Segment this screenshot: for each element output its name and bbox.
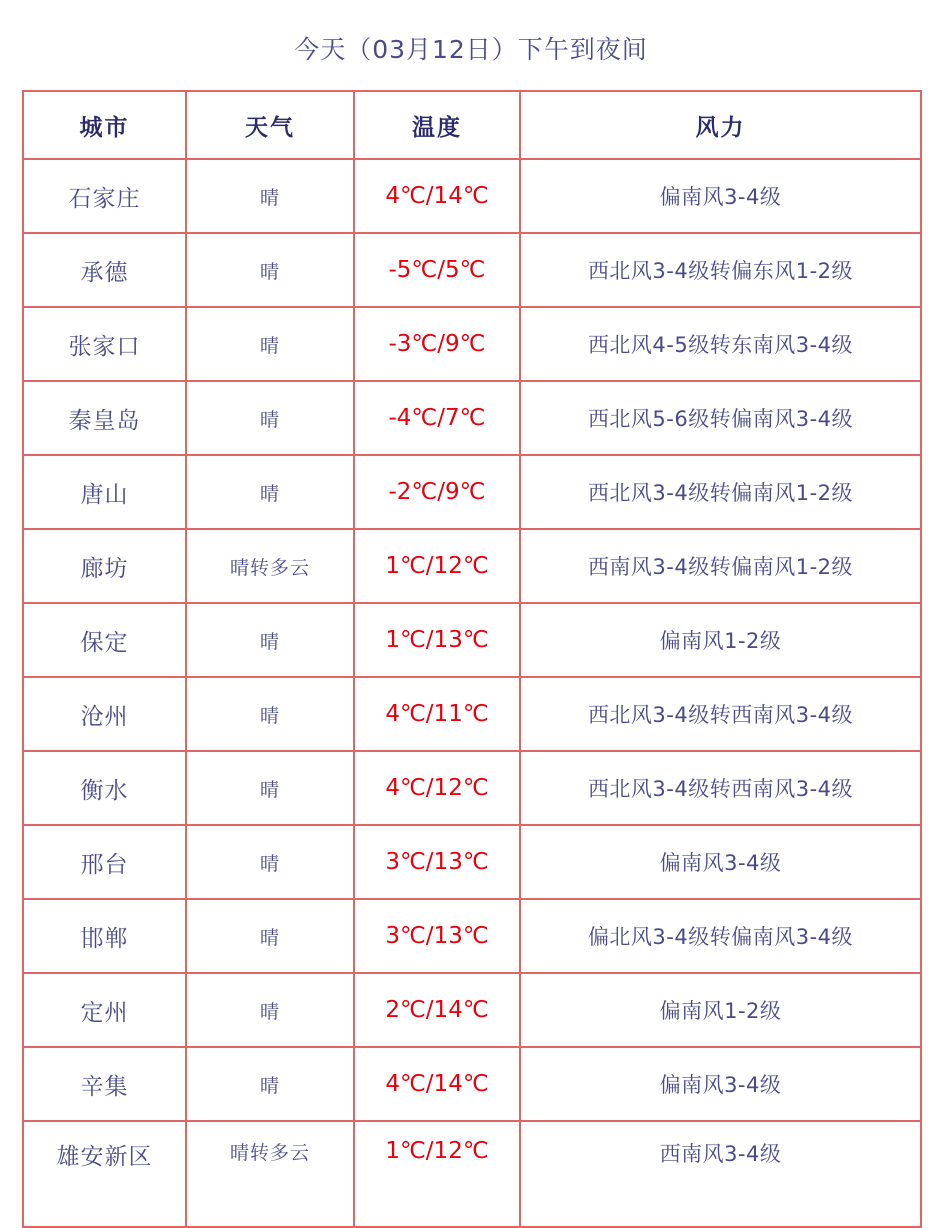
table-row bbox=[23, 455, 921, 529]
cell-city: 张家口 bbox=[23, 307, 186, 381]
cell-temperature: 1℃/12℃ bbox=[354, 1121, 520, 1227]
cell-temperature: -2℃/9℃ bbox=[354, 455, 520, 529]
cell-wind: 偏南风1-2级 bbox=[520, 973, 921, 1047]
table-row bbox=[23, 307, 921, 381]
cell-wind: 偏南风1-2级 bbox=[520, 603, 921, 677]
cell-temperature: 3℃/13℃ bbox=[354, 825, 520, 899]
cell-wind: 西北风5-6级转偏南风3-4级 bbox=[520, 381, 921, 455]
cell-temperature: 1℃/12℃ bbox=[354, 529, 520, 603]
table-row bbox=[23, 973, 921, 1047]
cell-temperature: 1℃/13℃ bbox=[354, 603, 520, 677]
cell-weather: 晴 bbox=[186, 1047, 354, 1121]
table-row bbox=[23, 1047, 921, 1121]
cell-weather: 晴 bbox=[186, 307, 354, 381]
column-header-weather: 天气 bbox=[186, 91, 354, 159]
cell-weather: 晴 bbox=[186, 233, 354, 307]
cell-wind: 偏北风3-4级转偏南风3-4级 bbox=[520, 899, 921, 973]
cell-city: 雄安新区 bbox=[23, 1121, 186, 1227]
cell-weather: 晴 bbox=[186, 159, 354, 233]
cell-temperature: 4℃/14℃ bbox=[354, 159, 520, 233]
table-body bbox=[23, 159, 921, 1227]
cell-city: 邢台 bbox=[23, 825, 186, 899]
table-row bbox=[23, 603, 921, 677]
cell-wind: 偏南风3-4级 bbox=[520, 159, 921, 233]
cell-wind: 西南风3-4级 bbox=[520, 1121, 921, 1227]
cell-weather: 晴 bbox=[186, 751, 354, 825]
cell-wind: 西南风3-4级转偏南风1-2级 bbox=[520, 529, 921, 603]
cell-weather: 晴 bbox=[186, 455, 354, 529]
cell-temperature: 2℃/14℃ bbox=[354, 973, 520, 1047]
cell-city: 衡水 bbox=[23, 751, 186, 825]
cell-city: 秦皇岛 bbox=[23, 381, 186, 455]
table-row bbox=[23, 677, 921, 751]
column-header-wind: 风力 bbox=[520, 91, 921, 159]
cell-wind: 西北风3-4级转偏南风1-2级 bbox=[520, 455, 921, 529]
column-header-temperature: 温度 bbox=[354, 91, 520, 159]
cell-wind: 偏南风3-4级 bbox=[520, 1047, 921, 1121]
cell-temperature: -3℃/9℃ bbox=[354, 307, 520, 381]
cell-city: 邯郸 bbox=[23, 899, 186, 973]
page-title: 今天（03月12日）下午到夜间 bbox=[294, 35, 648, 64]
table-row bbox=[23, 825, 921, 899]
cell-temperature: -5℃/5℃ bbox=[354, 233, 520, 307]
cell-wind: 西北风3-4级转西南风3-4级 bbox=[520, 677, 921, 751]
table-row bbox=[23, 381, 921, 455]
cell-city: 廊坊 bbox=[23, 529, 186, 603]
table-row bbox=[23, 751, 921, 825]
table-container bbox=[0, 90, 942, 1228]
cell-weather: 晴转多云 bbox=[186, 529, 354, 603]
cell-wind: 偏南风3-4级 bbox=[520, 825, 921, 899]
cell-weather: 晴 bbox=[186, 603, 354, 677]
cell-wind: 西北风3-4级转偏东风1-2级 bbox=[520, 233, 921, 307]
table-row bbox=[23, 899, 921, 973]
cell-temperature: 4℃/12℃ bbox=[354, 751, 520, 825]
cell-weather: 晴 bbox=[186, 381, 354, 455]
cell-weather: 晴转多云 bbox=[186, 1121, 354, 1227]
cell-weather: 晴 bbox=[186, 973, 354, 1047]
cell-city: 唐山 bbox=[23, 455, 186, 529]
cell-city: 承德 bbox=[23, 233, 186, 307]
table-row bbox=[23, 159, 921, 233]
table-row bbox=[23, 529, 921, 603]
table-header bbox=[23, 91, 921, 159]
cell-wind: 西北风3-4级转西南风3-4级 bbox=[520, 751, 921, 825]
table-header-row bbox=[23, 91, 921, 159]
cell-temperature: 4℃/14℃ bbox=[354, 1047, 520, 1121]
cell-city: 定州 bbox=[23, 973, 186, 1047]
cell-temperature: 4℃/11℃ bbox=[354, 677, 520, 751]
column-header-city: 城市 bbox=[23, 91, 186, 159]
weather-table bbox=[22, 90, 922, 1228]
cell-temperature: 3℃/13℃ bbox=[354, 899, 520, 973]
cell-weather: 晴 bbox=[186, 899, 354, 973]
cell-wind: 西北风4-5级转东南风3-4级 bbox=[520, 307, 921, 381]
table-row bbox=[23, 1121, 921, 1227]
cell-weather: 晴 bbox=[186, 677, 354, 751]
table-row bbox=[23, 233, 921, 307]
cell-city: 沧州 bbox=[23, 677, 186, 751]
cell-weather: 晴 bbox=[186, 825, 354, 899]
cell-city: 石家庄 bbox=[23, 159, 186, 233]
cell-city: 保定 bbox=[23, 603, 186, 677]
cell-temperature: -4℃/7℃ bbox=[354, 381, 520, 455]
cell-city: 辛集 bbox=[23, 1047, 186, 1121]
